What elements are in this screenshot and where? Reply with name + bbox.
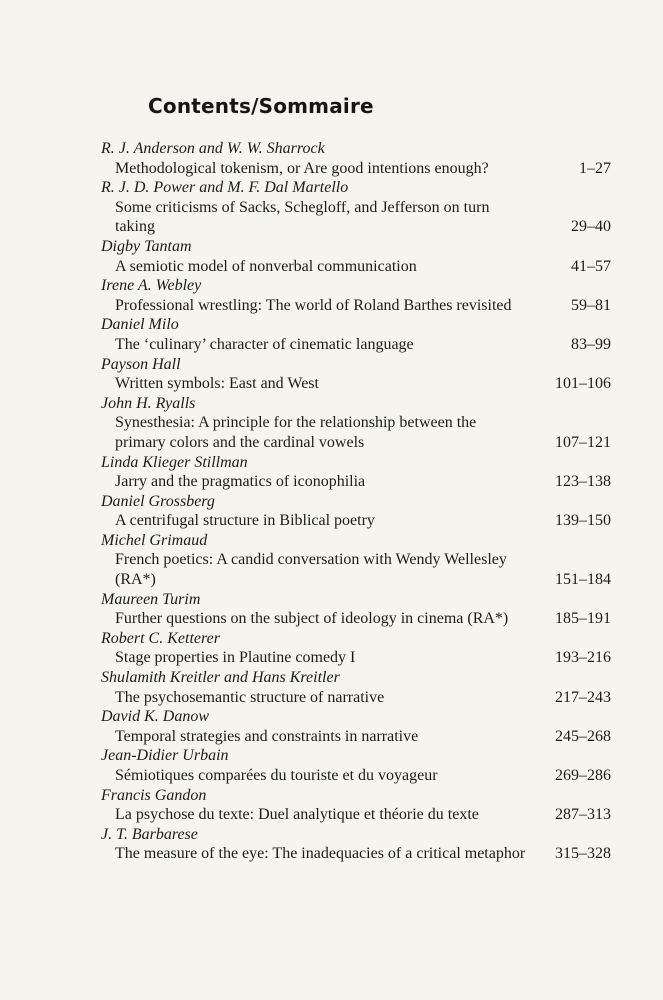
entry-pages: 185–191 [555,610,611,628]
contents-entry [101,492,611,531]
entry-title: The ‘culinary’ character of cinematic language [115,335,414,353]
entry-author: Maureen Turim [101,590,201,608]
entry-title: Synesthesia: A principle for the relationship between the primary colors and the cardinal vowels [115,414,477,451]
entry-title-row [101,159,611,179]
entry-pages: 245–268 [555,727,611,745]
entry-pages: 107–121 [555,433,611,451]
entry-pages: 269–286 [555,767,611,784]
entry-title-row [101,727,611,747]
entry-title-row [101,648,611,668]
entry-title: La psychose du texte: Duel analytique et théorie du texte [115,806,479,824]
entry-title-row [101,257,611,277]
contents-list [101,139,611,864]
entry-pages: 29–40 [571,218,611,236]
entry-title-row [101,688,611,708]
entry-title: Professional wrestling: The world of Roland Barthes revisited [115,296,512,314]
entry-pages: 287–313 [555,806,611,824]
entry-title-row [101,609,611,629]
entry-title: Sémiotiques comparées du touriste et du voyageur [115,767,438,784]
contents-entry [101,276,611,315]
entry-title-row [101,844,611,864]
contents-entry [101,825,611,864]
contents-entry [101,453,611,492]
entry-title-row [101,511,611,531]
entry-title: Written symbols: East and West [115,375,319,393]
entry-pages: 1–27 [579,159,611,177]
contents-entry [101,139,611,178]
entry-title-row [101,413,611,452]
entry-author: Irene A. Webley [101,277,202,295]
entry-title: Some criticisms of Sacks, Schegloff, and Jefferson on turn taking [115,198,490,236]
contents-entry [101,315,611,354]
entry-title: French poetics: A candid conversation with Wendy Wellesley (RA*) [115,551,507,589]
entry-title: The measure of the eye: The inadequacies of a critical metaphor [115,845,526,863]
entry-pages: 151–184 [555,571,611,589]
entry-pages: 315–328 [555,845,611,863]
entry-pages: 123–138 [555,473,611,491]
entry-author: Daniel Milo [101,316,179,334]
contents-entry [101,178,611,237]
entry-author: Robert C. Ketterer [101,629,220,647]
entry-title: A centrifugal structure in Biblical poetry [115,512,375,530]
entry-title-row [101,198,611,237]
entry-author: Daniel Grossberg [101,492,215,510]
entry-pages: 83–99 [571,335,611,353]
entry-title-row [101,550,611,589]
entry-title: The psychosemantic structure of narrative [115,688,385,706]
entry-author: Payson Hall [101,355,181,373]
entry-title-row [101,296,611,316]
entry-title-row [101,472,611,492]
entry-author: Jean-Didier Urbain [101,747,229,765]
contents-entry [101,590,611,629]
entry-title-row [101,335,611,355]
entry-pages: 101–106 [555,375,611,393]
contents-entry [101,531,611,590]
entry-pages: 59–81 [571,296,611,314]
entry-title-row [101,805,611,825]
entry-author: John H. Ryalls [101,394,196,412]
contents-entry [101,355,611,394]
entry-author: David K. Danow [101,708,209,726]
contents-entry [101,746,611,785]
entry-title: Methodological tokenism, or Are good intentions enough? [115,159,489,177]
entry-author: Linda Klieger Stillman [101,453,248,471]
entry-author: R. J. Anderson and W. W. Sharrock [101,140,325,157]
contents-entry [101,394,611,453]
entry-author: R. J. D. Power and M. F. Dal Martello [101,179,349,197]
entry-title: A semiotic model of nonverbal communication [115,257,417,275]
entry-pages: 217–243 [555,688,611,706]
entry-author: Francis Gandon [101,786,207,804]
entry-author: Digby Tantam [101,237,192,255]
entry-title: Temporal strategies and constraints in narrative [115,727,419,745]
entry-author: J. T. Barbarese [101,825,198,843]
entry-author: Shulamith Kreitler and Hans Kreitler [101,669,340,687]
entry-pages: 139–150 [555,512,611,530]
entry-title: Jarry and the pragmatics of iconophilia [115,473,366,491]
entry-title-row [101,766,611,786]
entry-title: Further questions on the subject of ideology in cinema (RA*) [115,610,509,628]
entry-pages: 41–57 [571,257,611,275]
contents-entry [101,707,611,746]
entry-title: Stage properties in Plautine comedy I [115,649,356,667]
entry-title-row [101,374,611,394]
entry-author: Michel Grimaud [101,531,208,549]
page-title: Contents/Sommaire [148,94,374,118]
contents-entry [101,237,611,276]
contents-entry [101,668,611,707]
contents-entry [101,786,611,825]
entry-pages: 193–216 [555,649,611,667]
contents-entry [101,629,611,668]
